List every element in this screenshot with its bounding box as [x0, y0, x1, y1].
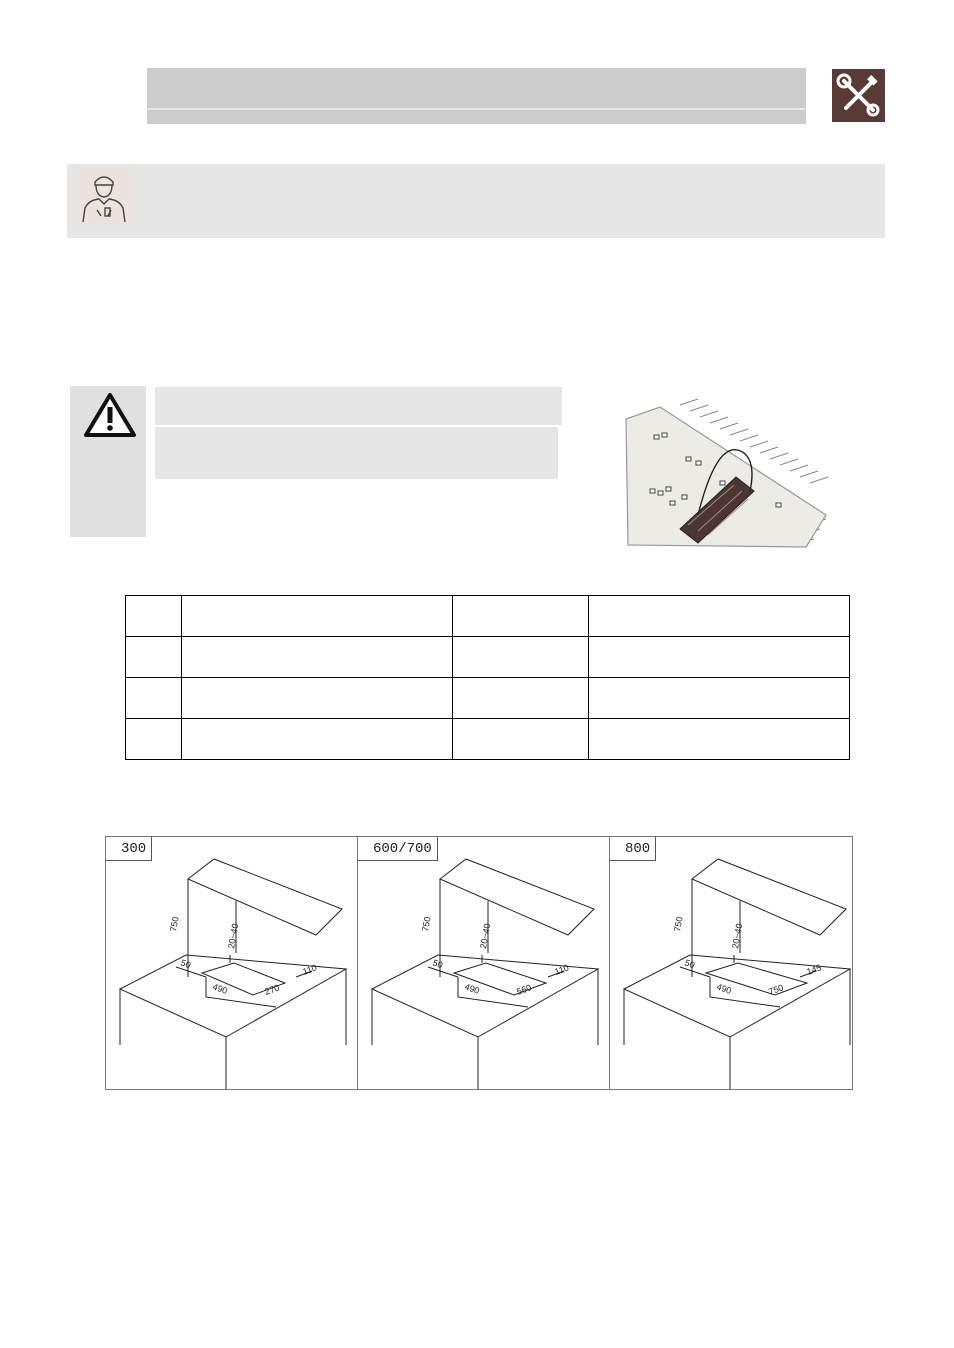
table-cell	[182, 596, 453, 637]
warning-text-box	[155, 427, 558, 479]
table-cell	[182, 678, 453, 719]
dim-left: 50	[683, 957, 697, 971]
dim-left: 50	[179, 957, 193, 971]
dim-depth: 490	[463, 981, 481, 997]
tools-icon	[832, 69, 885, 122]
dim-width: 560	[515, 982, 533, 997]
dim-width: 270	[263, 982, 281, 997]
warning-triangle-icon	[82, 391, 138, 439]
table-row	[126, 678, 850, 719]
dim-gap: 20~40	[730, 922, 745, 950]
cutout-diagram-300	[106, 837, 358, 1089]
notice-bar	[67, 164, 885, 238]
dim-height: 750	[672, 915, 685, 933]
dim-left: 50	[431, 957, 445, 971]
table-cell	[126, 596, 182, 637]
dim-width: 750	[767, 982, 785, 997]
table-cell	[126, 637, 182, 678]
dim-depth: 490	[211, 981, 229, 997]
table-cell	[589, 719, 850, 760]
hob-installation-illustration	[608, 395, 840, 560]
dim-depth: 490	[715, 981, 733, 997]
size-label: 600/700	[358, 837, 438, 861]
dim-gap: 20~40	[478, 922, 493, 950]
table-row	[126, 719, 850, 760]
table-cell	[453, 678, 589, 719]
table-row	[126, 637, 850, 678]
table-row	[126, 596, 850, 637]
installer-person-icon	[75, 166, 133, 224]
dim-height: 750	[168, 915, 181, 933]
table-cell	[453, 719, 589, 760]
size-label: 300	[106, 837, 152, 861]
table-cell	[126, 678, 182, 719]
table-cell	[453, 596, 589, 637]
size-label: 800	[610, 837, 656, 861]
dim-right: 110	[301, 962, 319, 977]
table-cell	[589, 678, 850, 719]
table-cell	[589, 596, 850, 637]
specification-table	[125, 595, 850, 760]
dim-right: 110	[553, 962, 571, 977]
cutout-diagrams	[105, 836, 853, 1090]
dim-height: 750	[420, 915, 433, 933]
cutout-diagram-800	[610, 837, 852, 1089]
cutout-diagram-600-700	[358, 837, 610, 1089]
table-cell	[182, 719, 453, 760]
table-cell	[182, 637, 453, 678]
header-bar	[147, 68, 806, 124]
dim-right: 145	[805, 962, 823, 977]
table-cell	[453, 637, 589, 678]
warning-title-box	[155, 387, 562, 425]
table-cell	[126, 719, 182, 760]
table-cell	[589, 637, 850, 678]
dim-gap: 20~40	[226, 922, 241, 950]
